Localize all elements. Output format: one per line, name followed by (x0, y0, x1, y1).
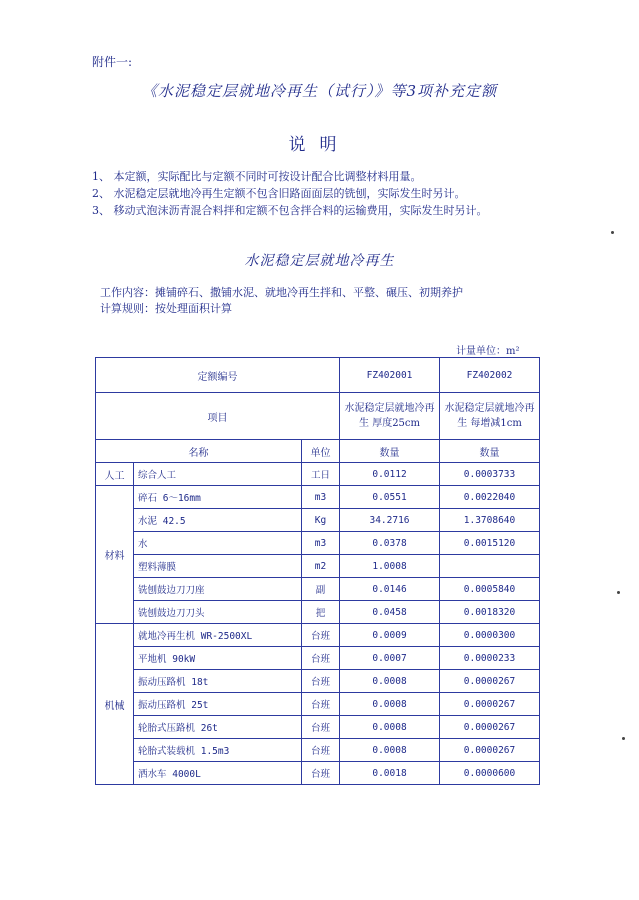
value-cell: 0.0458 (340, 601, 440, 624)
unit-cell: 工日 (302, 463, 340, 486)
main-title: 《水泥稳定层就地冷再生（试行）》等3项补充定额 (141, 82, 498, 100)
name-cell: 铣刨鼓边刀刀头 (134, 601, 302, 624)
name-cell: 就地冷再生机 WR-2500XL (134, 624, 302, 647)
value-cell: 0.0000233 (440, 647, 540, 670)
table-row (96, 762, 540, 785)
unit-cell: 把 (302, 601, 340, 624)
table-row (96, 624, 540, 647)
item-label: 项目 (96, 393, 340, 440)
table-row (96, 555, 540, 578)
scan-speck (611, 231, 614, 234)
scan-speck (622, 737, 625, 740)
name-cell: 振动压路机 18t (134, 670, 302, 693)
notes-list (92, 168, 488, 219)
value-cell: 0.0022040 (440, 486, 540, 509)
name-cell: 综合人工 (134, 463, 302, 486)
value-cell: 0.0000600 (440, 762, 540, 785)
value-cell: 0.0008 (340, 739, 440, 762)
quota-table (95, 357, 540, 785)
value-cell: 1.3708640 (440, 509, 540, 532)
code-cell: FZ402002 (440, 358, 540, 393)
note-item: 3、 移动式泡沫沥青混合料拌和定额不包含拌合料的运输费用，实际发生时另计。 (92, 204, 488, 217)
unit-cell: 台班 (302, 762, 340, 785)
value-cell: 0.0551 (340, 486, 440, 509)
annex-label: 附件一: (92, 55, 133, 69)
table-row (96, 601, 540, 624)
name-cell: 平地机 90kW (134, 647, 302, 670)
header-unit: 单位 (302, 440, 340, 463)
unit-cell: 台班 (302, 693, 340, 716)
unit-cell: m2 (302, 555, 340, 578)
section-title: 水泥稳定层就地冷再生 (244, 253, 395, 269)
table-row (96, 716, 540, 739)
measure-unit: 计量单位：m² (456, 346, 520, 357)
unit-cell: 副 (302, 578, 340, 601)
value-cell: 0.0008 (340, 716, 440, 739)
name-cell: 碎石 6～16mm (134, 486, 302, 509)
table-row (96, 532, 540, 555)
table-row (96, 578, 540, 601)
item-cell: 水泥稳定层就地冷再生 厚度25cm (340, 393, 440, 440)
name-cell: 铣刨鼓边刀刀座 (134, 578, 302, 601)
value-cell: 0.0007 (340, 647, 440, 670)
unit-cell: 台班 (302, 647, 340, 670)
name-cell: 轮胎式压路机 26t (134, 716, 302, 739)
calc-rule: 计算规则：按处理面积计算 (100, 302, 232, 315)
value-cell: 0.0018 (340, 762, 440, 785)
unit-cell: m3 (302, 486, 340, 509)
table-row (96, 693, 540, 716)
value-cell: 0.0000267 (440, 693, 540, 716)
value-cell: 0.0000267 (440, 739, 540, 762)
value-cell: 34.2716 (340, 509, 440, 532)
unit-cell: Kg (302, 509, 340, 532)
value-cell: 0.0008 (340, 670, 440, 693)
unit-cell: 台班 (302, 716, 340, 739)
value-cell: 0.0000267 (440, 716, 540, 739)
value-cell: 0.0009 (340, 624, 440, 647)
explain-title: 说明 (288, 135, 351, 155)
code-label: 定额编号 (96, 358, 340, 393)
work-info (100, 285, 463, 317)
item-cell: 水泥稳定层就地冷再生 每增减1cm (440, 393, 540, 440)
value-cell: 1.0008 (340, 555, 440, 578)
value-cell: 0.0146 (340, 578, 440, 601)
value-cell: 0.0008 (340, 693, 440, 716)
name-cell: 水泥 42.5 (134, 509, 302, 532)
code-cell: FZ402001 (340, 358, 440, 393)
value-cell: 0.0005840 (440, 578, 540, 601)
work-content: 工作内容：摊铺碎石、撒铺水泥、就地冷再生拌和、平整、碾压、初期养护 (100, 286, 463, 299)
value-cell: 0.0000300 (440, 624, 540, 647)
table-row (96, 739, 540, 762)
unit-cell: 台班 (302, 670, 340, 693)
value-cell (440, 555, 540, 578)
scan-speck (617, 591, 620, 594)
note-item: 1、 本定额，实际配比与定额不同时可按设计配合比调整材料用量。 (92, 170, 422, 183)
value-cell: 0.0378 (340, 532, 440, 555)
header-name: 名称 (96, 440, 302, 463)
category-cell: 机械 (96, 624, 134, 785)
table-row (96, 509, 540, 532)
name-cell: 振动压路机 25t (134, 693, 302, 716)
note-item: 2、 水泥稳定层就地冷再生定额不包含旧路面面层的铣刨，实际发生时另计。 (92, 187, 466, 200)
value-cell: 0.0015120 (440, 532, 540, 555)
category-cell: 人工 (96, 463, 134, 486)
name-cell: 水 (134, 532, 302, 555)
unit-cell: m3 (302, 532, 340, 555)
table-row (96, 670, 540, 693)
value-cell: 0.0003733 (440, 463, 540, 486)
unit-cell: 台班 (302, 739, 340, 762)
table-row (96, 486, 540, 509)
unit-cell: 台班 (302, 624, 340, 647)
table-row (96, 647, 540, 670)
value-cell: 0.0112 (340, 463, 440, 486)
header-qty: 数量 (440, 440, 540, 463)
category-cell: 材料 (96, 486, 134, 624)
header-qty: 数量 (340, 440, 440, 463)
value-cell: 0.0000267 (440, 670, 540, 693)
table-row (96, 463, 540, 486)
value-cell: 0.0018320 (440, 601, 540, 624)
name-cell: 轮胎式装载机 1.5m3 (134, 739, 302, 762)
name-cell: 塑料薄膜 (134, 555, 302, 578)
name-cell: 洒水车 4000L (134, 762, 302, 785)
